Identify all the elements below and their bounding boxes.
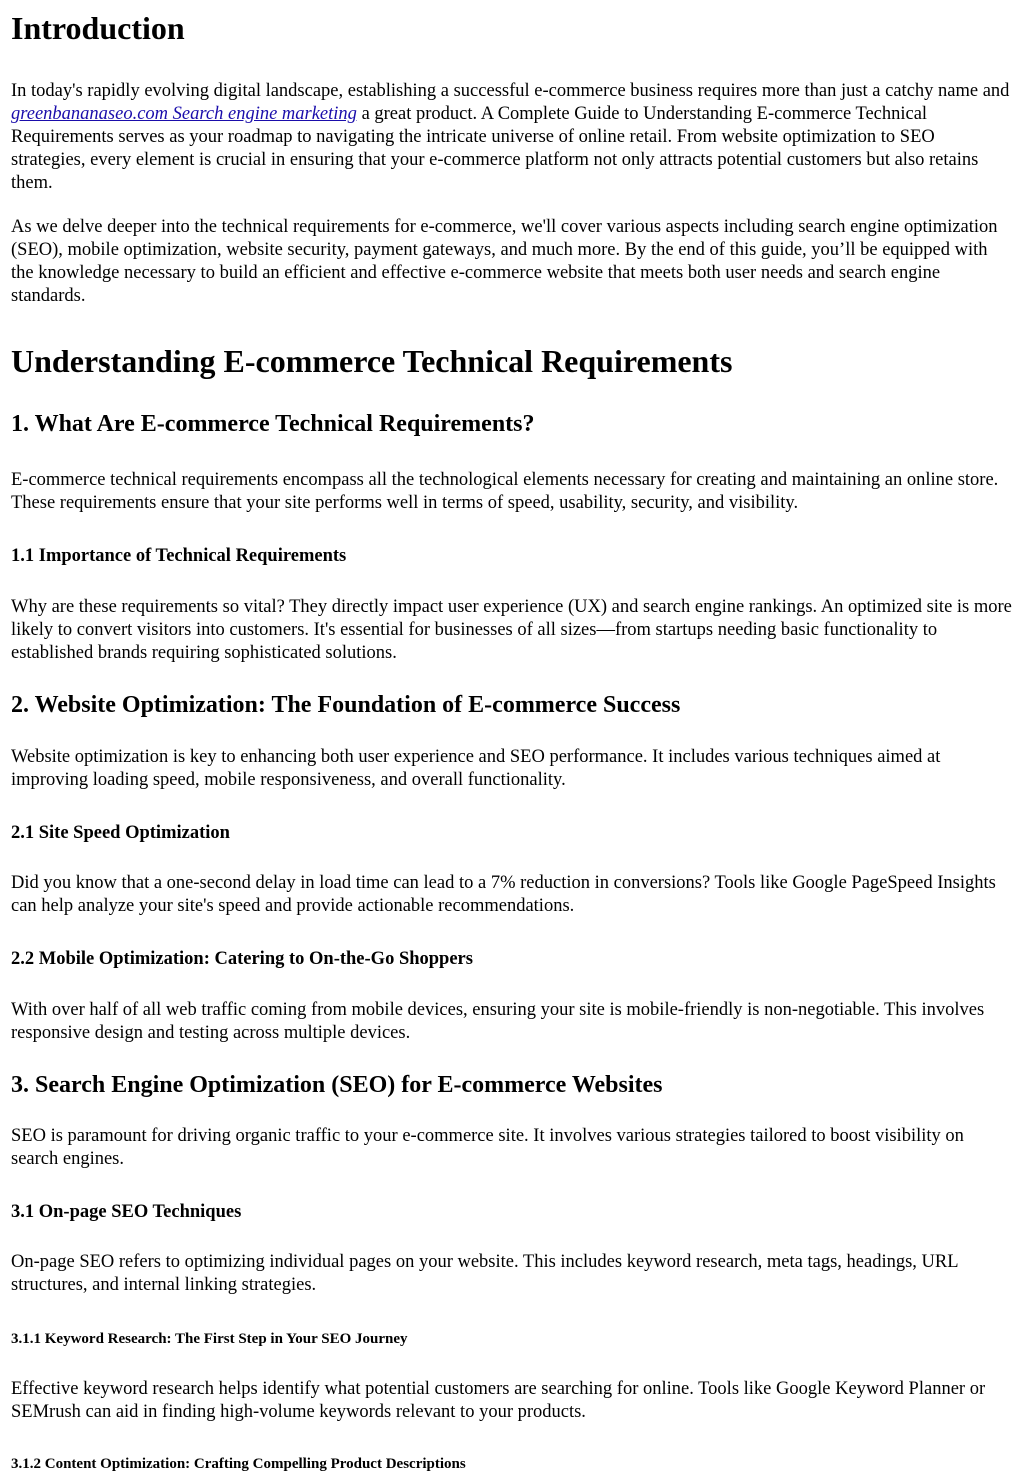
paragraph-section-3: SEO is paramount for driving organic traffic to your e-commerce site. It involves various strategies tailored to boost visibility on search engines. (11, 1126, 964, 1169)
overview-paragraph: As we delve deeper into the technical requirements for e-commerce, we'll cover various aspects including search engine optimization (SEO), mobile optimization, website security, payment gateways, and much more. By the end of this guide, you’ll be equipped with the knowledge necessary to build an efficient and effective e-commerce website that meets both user needs and search engine standards. (11, 217, 998, 306)
heading-section-1-1: 1.1 Importance of Technical Requirements (11, 546, 347, 566)
paragraph-section-2-2: With over half of all web traffic coming from mobile devices, ensuring your site is mobile-friendly is non-negotiable. This involves responsive design and testing across multiple devices. (11, 1000, 985, 1043)
article (0, 10, 1024, 1473)
paragraph-section-2: Website optimization is key to enhancing both user experience and SEO performance. It includes various techniques aimed at improving loading speed, mobile responsiveness, and overall functionality. (11, 747, 941, 790)
heading-section-1: 1. What Are E-commerce Technical Requirements? (11, 411, 535, 437)
heading-section-2-1: 2.1 Site Speed Optimization (11, 823, 230, 843)
heading-understanding: Understanding E-commerce Technical Requirements (11, 343, 733, 379)
paragraph-section-1-1: Why are these requirements so vital? They directly impact user experience (UX) and search engine rankings. An optimized site is more likely to convert visitors into customers. It's essential for businesses of all sizes—from startups needing basic functionality to established brands requiring sophisticated solutions. (11, 597, 1012, 663)
heading-section-3: 3. Search Engine Optimization (SEO) for E-commerce Websites (11, 1072, 663, 1098)
heading-section-3-1: 3.1 On-page SEO Techniques (11, 1202, 242, 1222)
paragraph-section-1: E-commerce technical requirements encompass all the technological elements necessary for creating and maintaining an online store. These requirements ensure that your site performs well in terms of speed, usability, security, and visibility. (11, 470, 999, 513)
paragraph-section-2-1: Did you know that a one-second delay in load time can lead to a 7% reduction in conversions? Tools like Google PageSpeed Insights can help analyze your site's speed and provide actionable recommendations. (11, 873, 996, 916)
paragraph-section-3-1: On-page SEO refers to optimizing individual pages on your website. This includes keyword research, meta tags, headings, URL structures, and internal linking strategies. (11, 1252, 958, 1295)
heading-section-3-1-1: 3.1.1 Keyword Research: The First Step in Your SEO Journey (11, 1331, 408, 1347)
intro-text-end: a great product. A Complete Guide to Understanding E-commerce Technical Requirements serves as your roadmap to navigating the intricate universe of online retail. From website optimization to SEO strategies, every element is crucial in ensuring that your e-commerce platform not only attracts potential customers but also retains them. (11, 104, 979, 193)
heading-section-2: 2. Website Optimization: The Foundation of E-commerce Success (11, 692, 681, 718)
heading-section-2-2: 2.2 Mobile Optimization: Catering to On-the-Go Shoppers (11, 949, 473, 969)
greenbananaseo-link[interactable]: greenbananaseo.com Search engine marketing (11, 104, 357, 124)
paragraph-section-3-1-1: Effective keyword research helps identify what potential customers are searching for online. Tools like Google Keyword Planner or SEMrush can aid in finding high-volume keywords relevant to your products. (11, 1379, 986, 1422)
intro-paragraph (11, 80, 1013, 195)
heading-section-3-1-2: 3.1.2 Content Optimization: Crafting Compelling Product Descriptions (11, 1456, 466, 1472)
intro-text-start: In today's rapidly evolving digital landscape, establishing a successful e-commerce business requires more than just a catchy name and (11, 81, 1010, 101)
heading-introduction: Introduction (11, 10, 185, 46)
